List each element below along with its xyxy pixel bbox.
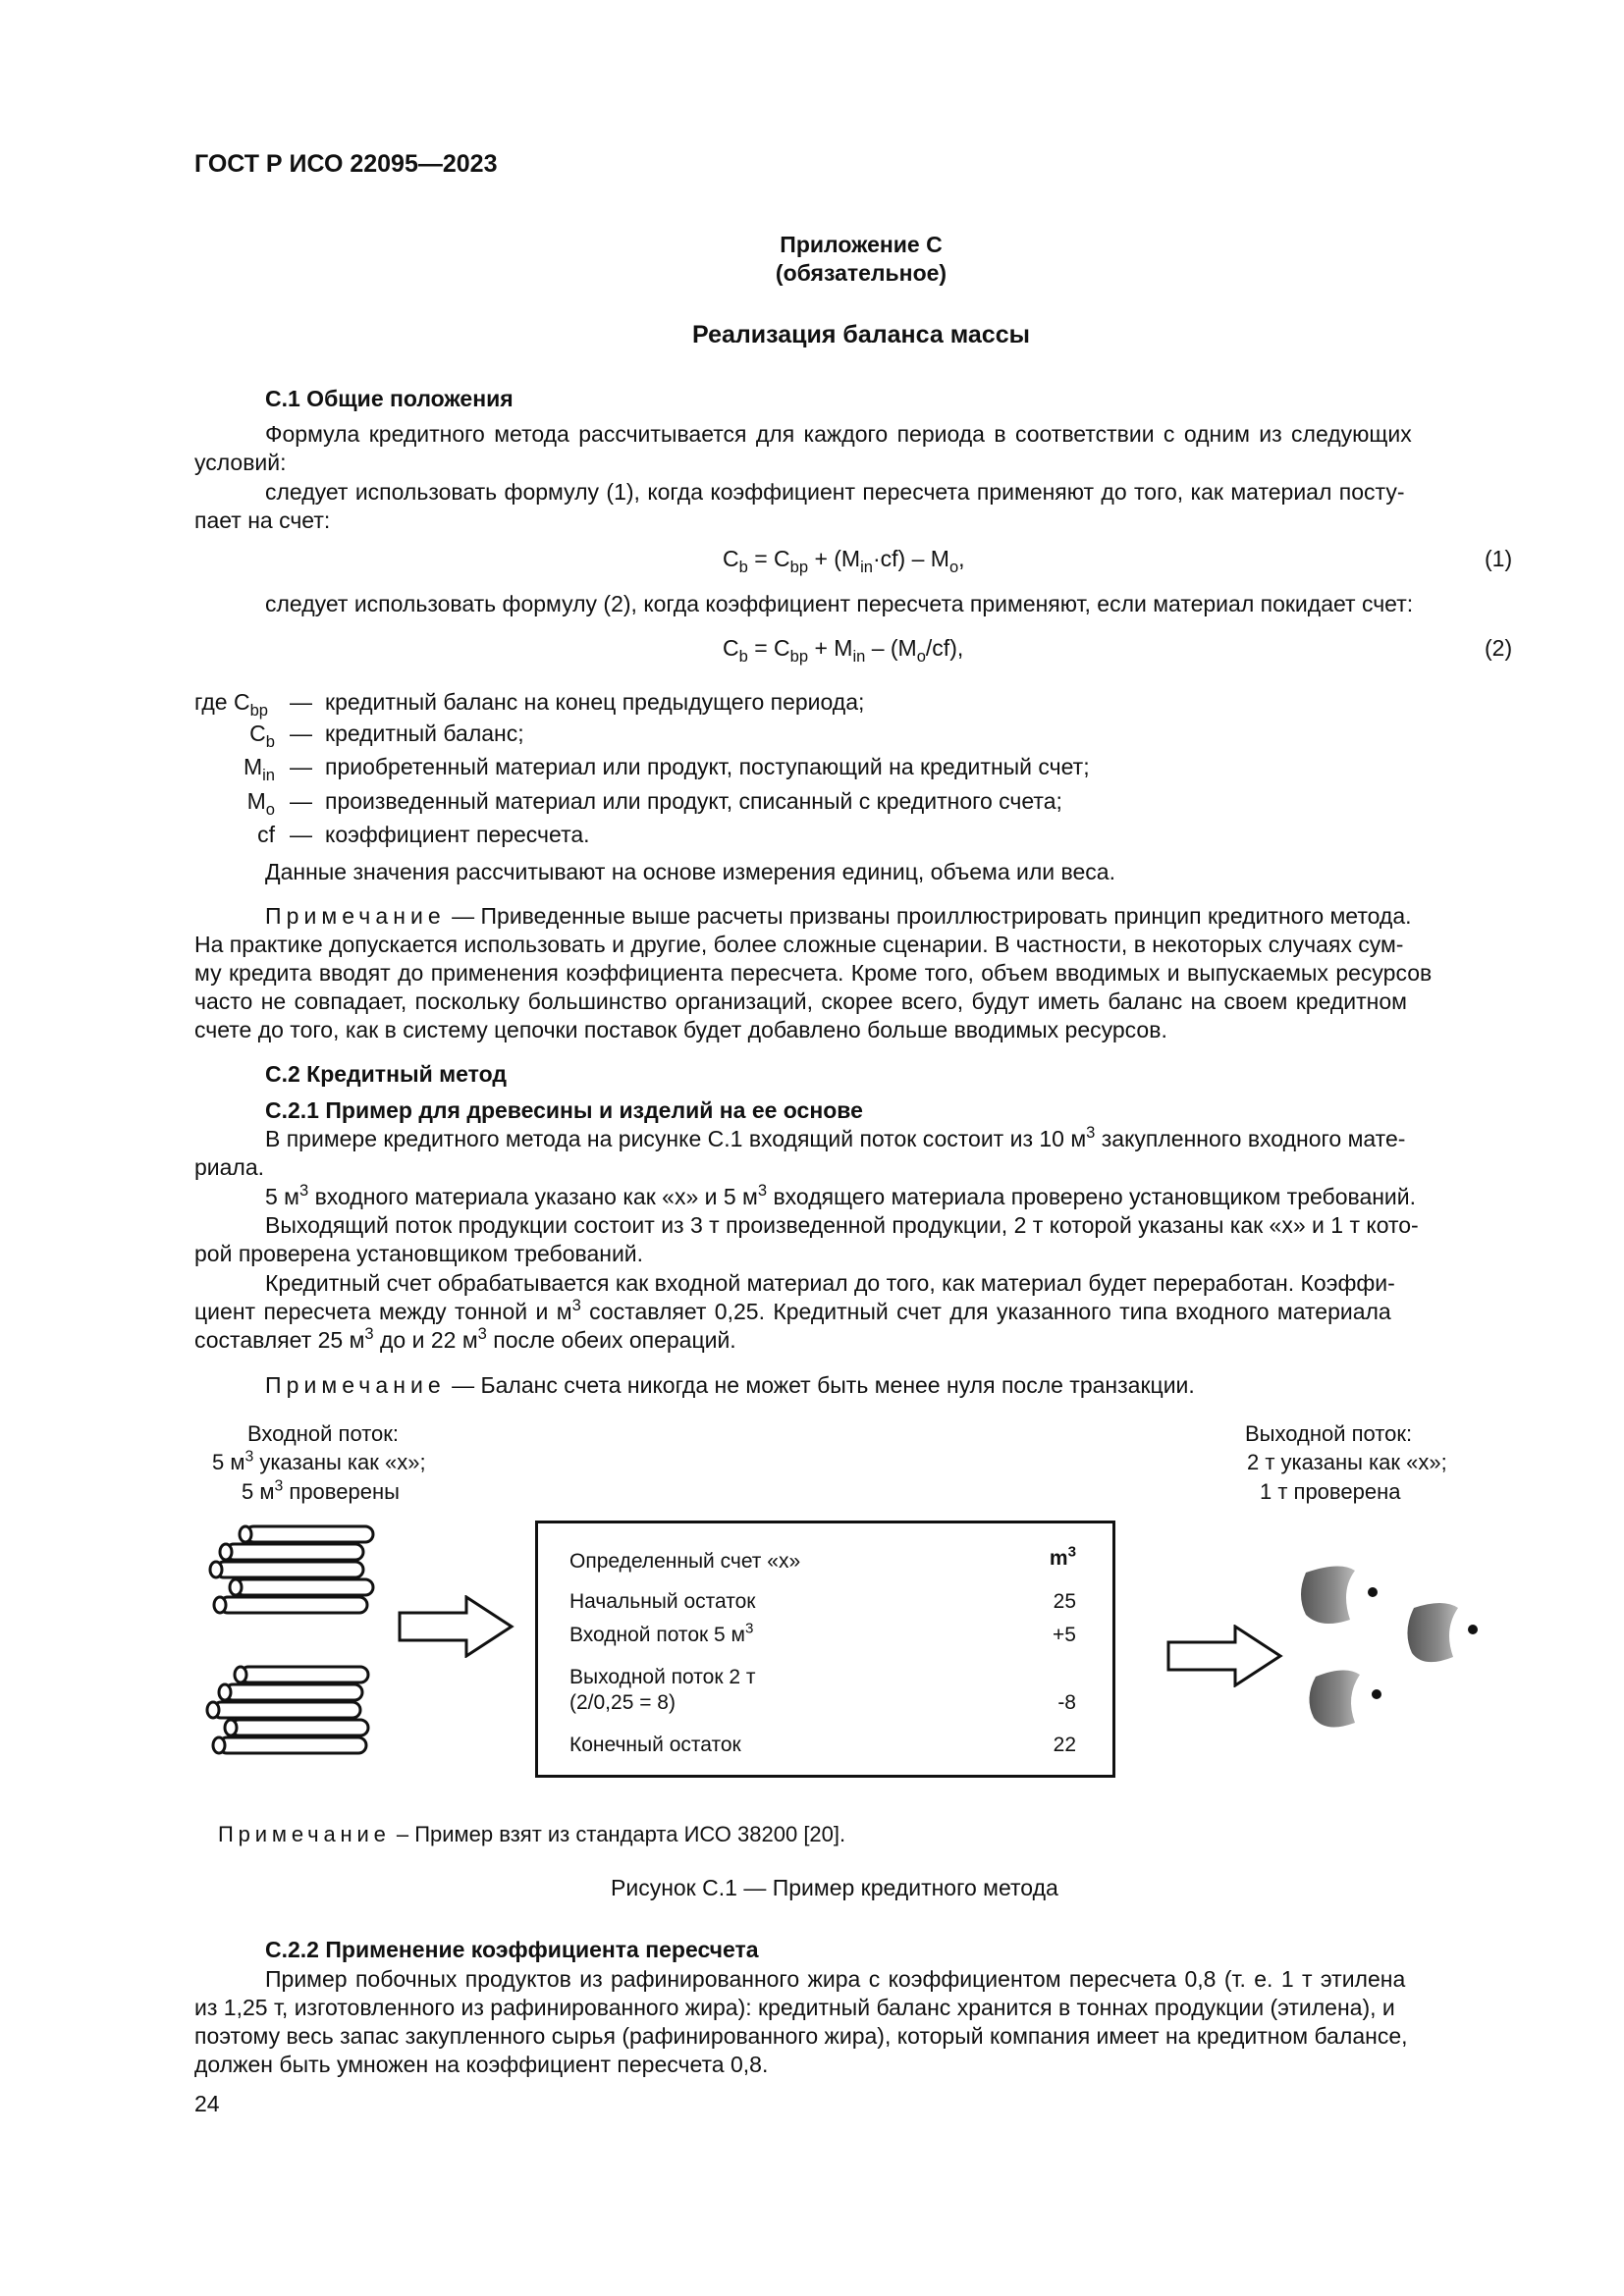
section-c21-heading: С.2.1 Пример для древесины и изделий на ее основе [265, 1097, 863, 1123]
definition-symbol-cf: cf [257, 822, 275, 847]
c1-para2-line2: пает на счет: [194, 507, 331, 533]
appendix-title: Приложение С [780, 232, 943, 257]
c22-para-line4: должен быть умножен на коэффициент пересчета 0,8. [194, 2052, 769, 2077]
c21-para1-line2: риала. [194, 1154, 265, 1180]
c21-para4-line2: циент пересчета между тонной и $м^3$ составляет 0,25. Кредитный счет для указанного типа входного материала [194, 1295, 1391, 1324]
c21-para4-line1: Кредитный счет обрабатывается как входной материал до того, как материал будет переработан. Коэффи- [265, 1270, 1395, 1296]
definition-symbol-min: $M_{in}$ [243, 754, 275, 784]
figure-note: Примечание – Пример взят из стандарта ИСО 38200 [20]. [218, 1822, 846, 1846]
account-table-header-unit: $m^3$ [1049, 1543, 1076, 1570]
output-products-icon [1296, 1561, 1522, 1757]
note-1-line4: часто не совпадает, поскольку большинство организаций, скорее всего, будут иметь баланс на своем кредитном [194, 988, 1407, 1014]
appendix-status: (обязательное) [775, 260, 947, 286]
note-1-line3: му кредита вводят до применения коэффициента пересчета. Кроме того, объем вводимых и выпускаемых ресурсов [194, 960, 1433, 986]
c1-para3: следует использовать формулу (2), когда коэффициент пересчета применяют, если материал покидает счет: [265, 591, 1414, 616]
definition-dash: — [290, 788, 312, 814]
formula-2-number: (2) [1485, 635, 1513, 661]
note-1-line2: На практике допускается использовать и другие, более сложные сценарии. В частности, в некоторых случаях сум- [194, 932, 1404, 957]
account-table-row-value: -8 [1057, 1691, 1076, 1714]
definition-dash: — [290, 754, 312, 779]
c22-para-line1: Пример побочных продуктов из рафинированного жира с коэффициентом пересчета 0,8 (т. е. 1 т этилена [265, 1966, 1406, 1992]
c21-para4-line3: составляет 25 $м^3$ до и 22 $м^3$ после обеих операций. [194, 1323, 736, 1353]
section-c2-heading: С.2 Кредитный метод [265, 1061, 507, 1087]
account-table-row-label: Выходной поток 2 т [569, 1666, 756, 1688]
definition-dash: — [290, 689, 312, 715]
page-number: 24 [194, 2091, 220, 2116]
figure-output-label-line3: 1 т проверена [1260, 1479, 1401, 1504]
c21-para3-line2: рой проверена установщиком требований. [194, 1241, 644, 1266]
formula-2: $C_b = C_{bp} + M_{in} - (M_o/cf)$, [723, 635, 964, 666]
formula-1-number: (1) [1485, 546, 1513, 571]
account-table-row-value: 25 [1053, 1590, 1076, 1613]
account-table-row-value: +5 [1053, 1624, 1076, 1646]
note-2: Примечание — Баланс счета никогда не может быть менее нуля после транзакции. [265, 1372, 1195, 1398]
note-1-line1: Примечание — Приведенные выше расчеты призваны проиллюстрировать принцип кредитного метода. [265, 903, 1412, 929]
definition-text-mo: произведенный материал или продукт, списанный с кредитного счета; [325, 788, 1062, 814]
formula-1: $C_b = C_{bp} + (M_{in}\cdot cf) - M_o$, [723, 546, 965, 576]
definition-text-cbp: кредитный баланс на конец предыдущего периода; [325, 689, 865, 715]
figure-input-label-line2: 5 $м^3$ указаны как «х»; [212, 1448, 426, 1474]
c1-para1-line2: условий: [194, 450, 287, 475]
definition-symbol-mo: $M_o$ [246, 788, 275, 819]
definition-symbol-cbp: где $C_{bp}$ [194, 689, 268, 720]
values-note: Данные значения рассчитывают на основе измерения единиц, объема или веса. [265, 859, 1115, 884]
figure-input-label-line3: 5 $м^3$ проверены [242, 1477, 400, 1504]
c22-para-line3: поэтому весь запас закупленного сырья (рафинированного жира), который компания имеет на кредитном балансе, [194, 2023, 1408, 2049]
c1-para2-line1: следует использовать формулу (1), когда коэффициент пересчета применяют до того, как материал посту- [265, 479, 1405, 505]
doc-code-header: ГОСТ Р ИСО 22095—2023 [194, 150, 498, 178]
appendix-heading: Реализация баланса массы [692, 321, 1030, 348]
definition-text-cf: коэффициент пересчета. [325, 822, 590, 847]
note-1-line5: счете до того, как в систему цепочки поставок будет добавлено больше вводимых ресурсов. [194, 1017, 1167, 1042]
figure-input-label-line1: Входной поток: [247, 1421, 400, 1446]
c21-para3-line1: Выходящий поток продукции состоит из 3 т произведенной продукции, 2 т которой указаны как «х» и 1 т кото- [265, 1212, 1419, 1238]
logs-pile-icon [206, 1517, 393, 1634]
account-table-row-label: Конечный остаток [569, 1734, 741, 1756]
section-c22-heading: С.2.2 Применение коэффициента пересчета [265, 1937, 759, 1962]
account-table-header-label: Определенный счет «х» [569, 1550, 801, 1573]
figure-caption: Рисунок С.1 — Пример кредитного метода [611, 1875, 1058, 1900]
account-table-row-label-line2: (2/0,25 = 8) [569, 1691, 676, 1714]
definition-dash: — [290, 721, 312, 746]
definition-dash: — [290, 822, 312, 847]
account-table-row-label: Начальный остаток [569, 1590, 756, 1613]
definition-symbol-cb: $C_b$ [249, 721, 275, 751]
c1-para1-line1: Формула кредитного метода рассчитывается для каждого периода в соответствии с одним из следующих [265, 421, 1412, 447]
account-table-row-value: 22 [1053, 1734, 1076, 1756]
arrow-right-icon [1166, 1625, 1284, 1687]
c21-para2: 5 $м^3$ входного материала указано как «х» и 5 $м^3$ входящего материала проверено установщиком требований. [265, 1180, 1417, 1209]
definition-text-min: приобретенный материал или продукт, поступающий на кредитный счет; [325, 754, 1090, 779]
c22-para-line2: из 1,25 т, изготовленного из рафинированного жира): кредитный баланс хранится в тоннах продукции (этилена), и [194, 1995, 1395, 2020]
account-table-row-label: Входной поток 5 $м^3$ [569, 1620, 754, 1646]
c21-para1-line1: В примере кредитного метода на рисунке С.1 входящий поток состоит из 10 $м^3$ закупленного входного мате- [265, 1122, 1406, 1151]
section-c1-heading: С.1 Общие положения [265, 386, 514, 411]
figure-output-label-line2: 2 т указаны как «х»; [1247, 1450, 1447, 1474]
logs-pile-icon [201, 1659, 388, 1767]
figure-output-label-line1: Выходной поток: [1245, 1421, 1413, 1446]
arrow-right-icon [398, 1595, 515, 1658]
definition-text-cb: кредитный баланс; [325, 721, 524, 746]
